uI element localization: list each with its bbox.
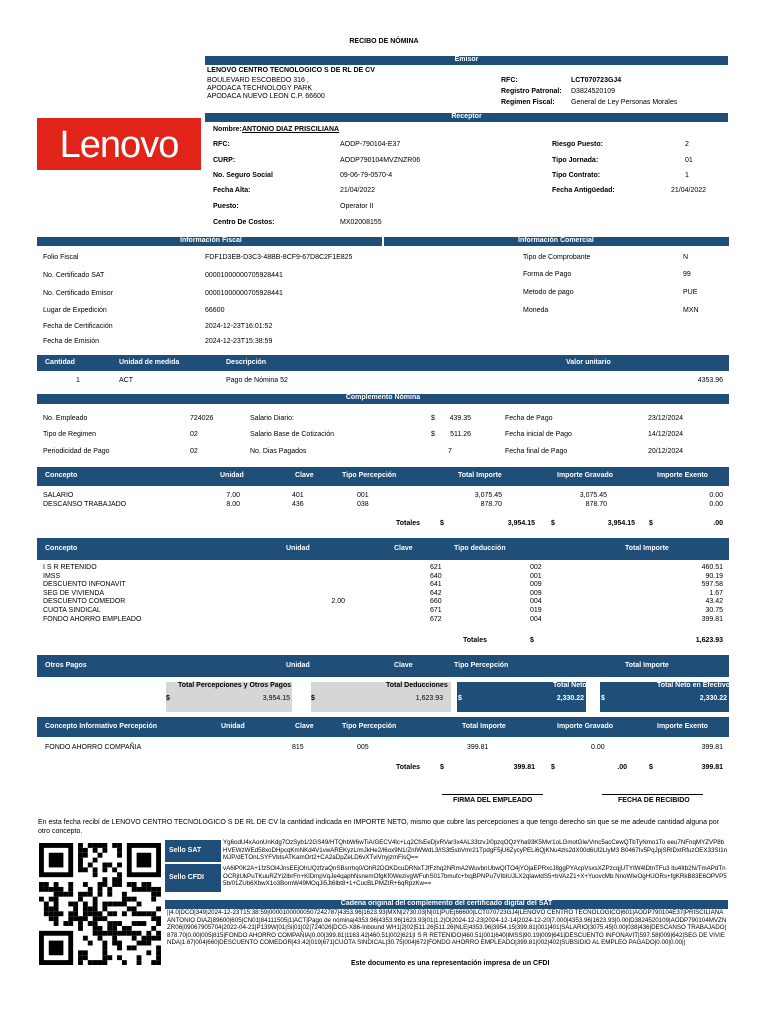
moneda-value: MXN	[683, 307, 699, 314]
informativo-concepto: FONDO AHORRO COMPAÑIA	[45, 744, 142, 751]
percepciones-total: 3,954.15	[507, 520, 535, 527]
sd-value: 439.35	[449, 415, 471, 422]
receptor-alta-label: Fecha Alta:	[213, 187, 251, 194]
emisor-rfc: LCT070723GJ4	[571, 77, 622, 84]
concepto-valor: 4353.96	[697, 377, 723, 384]
ffin-label: Fecha final de Pago	[505, 448, 568, 455]
deducciones-total: 1,623.93	[695, 637, 723, 644]
receptor-nombre-label: Nombre:	[213, 126, 242, 133]
percepcion-c-cell: SALARIO	[43, 492, 74, 499]
percepciones-exento-currency: $	[649, 520, 653, 527]
total-efectivo-currency: $	[601, 695, 605, 702]
receptor-rfc: AODP-790104-E37	[340, 141, 401, 148]
deduccion-t-cell: 009	[530, 581, 542, 589]
percepciones-header: Concepto Unidad Clave Tipo Percepción Total Importe Importe Gravado Importe Exento	[37, 467, 729, 486]
sd-currency: $	[431, 415, 435, 422]
concepto-desc: Pago de Nómina 52	[226, 377, 288, 384]
comercial-header: Información Comercial	[384, 237, 729, 246]
total-percepciones-currency: $	[166, 695, 170, 702]
receptor-antig-label: Fecha Antigüedad:	[552, 187, 615, 194]
informativo-total-currency: $	[440, 764, 444, 771]
receptor-antig: 21/04/2022	[671, 187, 707, 194]
leyenda: En esta fecha recibí de LENOVO CENTRO TECNOLOGICO S DE RL DE CV la cantidad indicada en IMPORTE NETO, mismo que cubre las percepciones a que tengo derecho sin que se me adeude cantidad alguna por otro concepto.	[38, 819, 720, 835]
firma-line	[442, 794, 543, 795]
moneda-label: Moneda	[523, 307, 549, 314]
total-neto-label: Total Neto	[553, 682, 587, 689]
femi-value: 2024-12-23T15:38:59	[205, 338, 273, 345]
total-deducciones-label: Total Deducciones	[386, 682, 448, 689]
concepto-unidad: ACT	[119, 377, 133, 384]
csat-label: No. Certificado SAT	[43, 272, 105, 279]
sello-cfdi: vA6lP0K2A+1fzSOl4JnsEEjOhUQzfzaQnSBsrrhq0/OhR2DOKDcuDRNxTJfFzhq2NRmA2WuvbnUbwQITO4jYOjaEPRxcJ8ggPYAcpVsxsXZPzcqjUTYtW4lDtnTFu3 ltu4Itb2N/TmAPdTnOCRjlUkPuTKuuRZYi2lbrFn+KlDmpVqJe4qaphNsnemOfgKf0WezivgWFuhS017bmufc+fxqBPNPu7VIbIUJLX2qlawtdS5+bVAzZ1+X+YuovcMb NnoWIeOgHUORs+fgKRkB83E6OPVP55b/01ZUb6XbwX1o3BornW49MOqJi5Jt6lbt8+1+CucBLPMZtR+6qRpzKw==	[223, 865, 727, 887]
receptor-jornada-label: Tipo Jornada:	[552, 157, 599, 164]
emp-label: No. Empleado	[43, 415, 88, 422]
deduccion-ti-cell: 399.81	[701, 615, 723, 623]
fini-value: 14/12/2024	[648, 431, 684, 438]
deduccion-c-cell: SEG DE VIVIENDA	[43, 589, 105, 597]
percepciones-gravado-currency: $	[551, 520, 555, 527]
total-deducciones: 1,623.93	[415, 695, 443, 702]
percepcion-u-cell: 8.00	[226, 501, 240, 508]
total-neto: 2,330.22	[556, 695, 584, 702]
informativo-totales-exento: 399.81	[701, 764, 723, 771]
dias-value: 7	[448, 448, 452, 455]
deduccion-u-cell: 2.00	[331, 598, 345, 606]
percepcion-t-cell: 001	[357, 492, 369, 499]
concepto-header: Cantidad Unidad de medida Descripción Valor unitario	[37, 355, 729, 371]
emisor-rp: D3824520109	[571, 88, 615, 95]
sello-cfdi-label-box: Sello CFDI	[165, 864, 221, 892]
fiscal-header: Información Fiscal	[37, 237, 382, 246]
deduccion-c-cell: IMSS	[43, 572, 61, 580]
informativo-total: 399.81	[467, 744, 489, 751]
informativo-gravado: 0.00	[591, 744, 605, 751]
fpago-label: Fecha de Pago	[505, 415, 553, 422]
emisor-rf-label: Regimen Fiscal:	[501, 99, 555, 106]
informativo-unidad: 815	[292, 744, 304, 751]
deducciones-header: Concepto Unidad Clave Tipo deducción Total Importe	[37, 538, 729, 560]
receptor-puesto-label: Puesto:	[213, 203, 239, 210]
total-percepciones-label: Total Percepciones y Otros Pagos	[178, 682, 292, 689]
deduccion-ti-cell: 460.51	[701, 564, 723, 571]
sbc-label: Salario Base de Cotización	[250, 431, 335, 438]
total-percepciones: 3,954.15	[262, 695, 290, 702]
regimen-label: Tipo de Regimen	[43, 431, 97, 438]
deduccion-c-cell: I S R RETENIDO	[43, 564, 97, 571]
percepcion-t-cell: 038	[357, 501, 369, 508]
informativo-gravado-currency: $	[551, 764, 555, 771]
sbc-currency: $	[431, 431, 435, 438]
deduccion-c-cell: DESCUENTO INFONAVIT	[43, 581, 126, 589]
csat-value: 00001000000705928441	[205, 272, 283, 279]
percepcion-ti-cell: 878.70	[480, 501, 502, 508]
percepciones-exento: .00	[713, 520, 723, 527]
lugar-label: Lugar de Expedición	[43, 307, 107, 314]
emisor-header: Emisor	[205, 56, 728, 65]
receptor-rfc-label: RFC:	[213, 141, 230, 148]
deduccion-k-cell: 671	[430, 607, 442, 614]
cemi-label: No. Certificado Emisor	[43, 290, 114, 297]
percepcion-c-cell: DESCANSO TRABAJADO	[43, 501, 127, 508]
informativo-exento-currency: $	[649, 764, 653, 771]
emisor-address-2: APODACA TECHNOLOGY PARK	[207, 85, 313, 92]
lugar-value: 66600	[205, 307, 225, 314]
period-value: 02	[190, 448, 198, 455]
deduccion-k-cell: 621	[430, 564, 442, 571]
deduccion-c-cell: DESCUENTO COMEDOR	[43, 598, 126, 606]
total-deducciones-currency: $	[311, 695, 315, 702]
forma-value: 99	[683, 271, 691, 278]
deduccion-c-cell: CUOTA SINDICAL	[43, 607, 101, 614]
femi-label: Fecha de Emisión	[43, 338, 100, 345]
deduccion-t-cell: 004	[530, 615, 542, 623]
percepciones-gravado: 3,954.15	[607, 520, 635, 527]
dias-label: No. Dias Pagados	[250, 448, 307, 455]
regimen-value: 02	[190, 431, 198, 438]
deduccion-ti-cell: 597.58	[701, 581, 723, 589]
forma-label: Forma de Pago	[523, 271, 572, 278]
percepcion-u-cell: 7.00	[226, 492, 240, 499]
fpago-value: 23/12/2024	[648, 415, 684, 422]
tipo-value: N	[683, 254, 689, 261]
deduccion-k-cell: 641	[430, 581, 442, 589]
percepciones-totales-label: Totales	[396, 520, 420, 527]
lenovo-logo: Lenovo	[37, 118, 201, 170]
folio-label: Folio Fiscal	[43, 254, 79, 261]
receptor-riesgo: 2	[685, 141, 689, 148]
emisor-rfc-label: RFC:	[501, 77, 518, 84]
deduccion-k-cell: 640	[430, 572, 442, 580]
receptor-jornada: 01	[685, 157, 693, 164]
deduccion-t-cell: 002	[530, 564, 542, 571]
tipo-label: Tipo de Comprobante	[523, 254, 591, 261]
percepcion-k-cell: 436	[292, 501, 304, 508]
fini-label: Fecha inicial de Pago	[505, 431, 572, 438]
deduccion-t-cell: 009	[530, 589, 542, 597]
informativo-totales-gravado: .00	[617, 764, 627, 771]
receptor-alta: 21/04/2022	[340, 187, 376, 194]
percepciones-total-currency: $	[440, 520, 444, 527]
sello-sat-label-box: Sello SAT	[165, 840, 221, 862]
emisor-address-1: BOULEVARD ESCOBEDO 316 ,	[207, 77, 309, 84]
receptor-curp-label: CURP:	[213, 157, 236, 164]
receptor-cc: MX02008155	[340, 219, 382, 226]
sbc-value: 511.26	[450, 431, 471, 438]
informativo-totales-total: 399.81	[513, 764, 535, 771]
informativo-exento: 399.81	[701, 744, 723, 751]
receptor-contrato-label: Tipo Contrato:	[552, 172, 601, 179]
deducciones-total-currency: $	[530, 637, 534, 644]
otros-pagos-header: Otros Pagos Unidad Clave Tipo Percepción Total Importe	[37, 655, 729, 677]
fecha-recibido-line	[602, 794, 703, 795]
sd-label: Salario Diario:	[250, 415, 294, 422]
receptor-cc-label: Centro De Costos:	[213, 219, 275, 226]
informativo-clave: 005	[357, 744, 369, 751]
deduccion-t-cell: 004	[530, 598, 542, 606]
cemi-value: 00001000000705928441	[205, 290, 283, 297]
emisor-rp-label: Registro Patronal:	[501, 88, 562, 95]
deduccion-k-cell: 672	[430, 615, 442, 623]
receptor-puesto: Operator II	[340, 203, 374, 210]
receptor-header: Receptor	[205, 113, 728, 122]
emisor-address-3: APODACA NUEVO LEON C.P. 66600	[207, 93, 325, 100]
page-title: RECIBO DE NÓMINA	[349, 38, 419, 45]
concepto-cantidad: 1	[76, 377, 80, 384]
percepcion-ig-cell: 3,075.45	[579, 492, 607, 499]
deduccion-k-cell: 660	[430, 598, 442, 606]
percepcion-ig-cell: 878.70	[585, 501, 607, 508]
emp-value: 724026	[190, 415, 214, 422]
cadena-original: ||4.0|DCO|349|2024-12-23T15:38:59|00001000000507242787|4353.96|1623.93|MXN|2730.03|N|01|PUE|66600|LCT070723GJ4|LENOVO CENTRO TECNOLOGICO|601|AODP790104E37|PRISCILIANA ANTONIO DIAZ|89600|605|CN01|84111505|1|ACT|Pago de nómina|4353.96|4353.96|1623.93|01|1.2|O|2024-12-23|2024-12-14|2024-12-20|7.000|4353.96|1623.93|0.00|D3824520109|AODP790104MVZNZR06|09067905704|2022-04-21|P139W|01|Si|01|02|724026|DCG-X86-Inbound WH1|2|02|511.26|511.26|NLE|4353.96|3954.15|399.81|001|401|SALARIO|3075.45|0.00|038|436|DESCANSO TRABAJADO|878.70|0.00|005|815|FONDO AHORRO COMPAÑIA|0.00|399.81|1163.42|460.51|002|621|I S R RETENIDO|460.51|001|640|IMSS|90.19|009|641|DESCUENTO INFONAVIT|597.58|009|642|SEG DE VIVIENDA|1.67|004|660|DESCUENTO COMEDOR|43.42|019|671|CUOTA SINDICAL|30.75|004|672|FONDO AHORRO EMPLEADO|399.81|002|402|SUBSIDIO AL EMPLEO PAGADO|0.00|0.00||	[167, 909, 727, 946]
deduccion-ti-cell: 30.75	[705, 607, 723, 614]
cadena-header: Cadena original del complemento del certificado digital del SAT	[165, 900, 728, 909]
deduccion-ti-cell: 90.19	[705, 572, 723, 580]
fcert-value: 2024-12-23T16:01:52	[205, 323, 273, 330]
fecha-recibido: FECHA DE RECIBIDO	[618, 797, 690, 804]
qr-code-icon	[39, 843, 161, 965]
ffin-value: 20/12/2024	[648, 448, 684, 455]
total-efectivo-label: Total Neto en Efectivo	[657, 682, 730, 689]
emisor-rf: General de Ley Personas Morales	[571, 99, 678, 106]
emisor-name: LENOVO CENTRO TECNOLOGICO S DE RL DE CV	[207, 67, 375, 74]
period-label: Periodicidad de Pago	[43, 448, 110, 455]
informativo-header: Concepto Informativo Percepción Unidad Clave Tipo Percepción Total Importe Importe Gravado Importe Exento	[37, 717, 729, 737]
folio-value: FDF1D3EB-D3C3-48BB-8CF9-67D8C2F1E825	[205, 254, 353, 261]
complemento-header: Complemento Nómina	[37, 394, 729, 404]
footer-note: Este documento es una representación impresa de un CFDI	[351, 960, 550, 967]
metodo-label: Metodo de pago	[523, 289, 574, 296]
percepcion-k-cell: 401	[292, 492, 304, 499]
informativo-totales-label: Totales	[396, 764, 420, 771]
percepcion-ie-cell: 0.00	[709, 501, 723, 508]
deduccion-t-cell: 001	[530, 572, 542, 580]
deduccion-ti-cell: 43.42	[705, 598, 723, 606]
receptor-nombre: ANTONIO DIAZ PRISCILIANA	[242, 126, 340, 133]
percepcion-ie-cell: 0.00	[709, 492, 723, 499]
fcert-label: Fecha de Certificación	[43, 323, 113, 330]
receptor-curp: AODP790104MVZNZR06	[340, 157, 421, 164]
receptor-nss: 09-06-79-0570-4	[340, 172, 393, 179]
deduccion-t-cell: 019	[530, 607, 542, 614]
metodo-value: PUE	[683, 289, 698, 296]
receptor-riesgo-label: Riesgo Puesto:	[552, 141, 603, 148]
total-efectivo: 2,330.22	[699, 695, 727, 702]
firma-empleado: FIRMA DEL EMPLEADO	[453, 797, 533, 804]
deduccion-ti-cell: 1.67	[709, 589, 723, 597]
percepcion-ti-cell: 3,075.45	[474, 492, 502, 499]
receptor-nss-label: No. Seguro Social	[213, 172, 273, 179]
deducciones-totales-label: Totales	[463, 637, 487, 644]
total-neto-currency: $	[458, 695, 462, 702]
sello-sat: Yg6odU4xAonUnKdg7OzSyb1/2GS49/HTQhbW6wTiA/GECV4lc+Lq2CfsEeDjvRVar3x4AL33tzvJ/0pzqOQzYha93K5Mvr1oLGmotGle/Vmc5acCewQTbTyNmo1To eeu7NFnqMYZVP8bHVEWzWEd58xoDHpcqKmNKd4V1vwAREKyzL/mJkHe2/l6ox9N1/ZnIWWdL3/IS3t5sbVmr21TpdgF5jU6ZycyPELi6QjKNu4zls2dX00d6Ul2LlyM3 B0467Iv5PqJpjSRlDxtRfuzOEX33SI1nMJP/dETOnLSYFVbtsATKamOrt2+CA2aDpZeLD6vXTviVnyjzmFisQ==	[223, 839, 728, 861]
deduccion-k-cell: 642	[430, 589, 442, 597]
receptor-contrato: 1	[685, 172, 689, 179]
deduccion-c-cell: FONDO AHORRO EMPLEADO	[43, 615, 142, 623]
